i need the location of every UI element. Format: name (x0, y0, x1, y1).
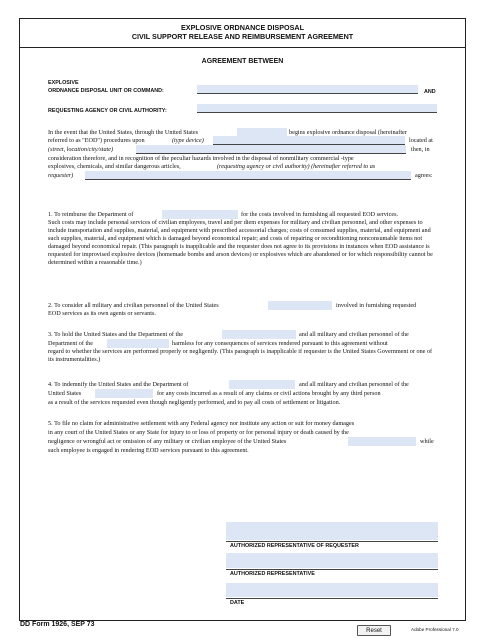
intro-line2-c: located at (409, 137, 433, 144)
p4-service-field[interactable] (95, 389, 153, 398)
p3-line1-b: and all military and civilian personnel of the (299, 331, 409, 338)
intro-line1-b: begins explosive ordnance disposal (hereinafter (289, 129, 407, 136)
p4-line2-b: for any costs incurred as a result of any claims or civil actions brought by any third person (157, 390, 381, 397)
unit-command-field[interactable] (197, 85, 418, 94)
software-version: Adobe Professional 7.0 (411, 627, 459, 632)
requester-signature-line (226, 540, 438, 542)
p3-line2-a: Department of the (48, 340, 94, 347)
p4-line2-a: United States (48, 390, 82, 397)
p2-line1-b: involved in furnishing requested (336, 302, 417, 309)
p3-line2-b: harmless for any consequences of services rendered pursuant to this agreement without (172, 340, 388, 347)
requesting-agency-label: REQUESTING AGENCY OR CIVIL AUTHORITY: (48, 108, 167, 114)
agreement-between-heading: AGREEMENT BETWEEN (201, 58, 284, 65)
p2-line1-a: 2. To consider all military and civilian personnel of the United States (48, 302, 219, 309)
unit-label-line1: EXPLOSIVE (48, 80, 79, 86)
p3-department-field-2[interactable] (107, 339, 169, 348)
intro-line2-a: referred to as "EOD") procedures upon (48, 137, 145, 144)
date-line (226, 597, 438, 599)
reset-button[interactable]: Reset (357, 625, 391, 636)
intro-line5-b: (requesting agency or civil authority) (hereinafter referred to as (217, 163, 376, 170)
p2-service-field[interactable] (268, 301, 332, 310)
p2-line2: EOD services as its own agents or servants. (48, 310, 156, 317)
intro-line3-a: (street, location/city/state) (48, 146, 114, 153)
location-field[interactable] (136, 145, 406, 154)
representative-signature-label: AUTHORIZED REPRESENTATIVE (230, 571, 315, 577)
p5-line4: such employee is engaged in rendering EOD services pursuant to this agreement. (48, 447, 249, 454)
p3-body: regard to whether the services are performed properly or negligently. (This paragraph is inapplicable if requester is the United States Government or one of its instrumentalities.) (48, 348, 433, 364)
p4-line1-b: and all military and civilian personnel of the (299, 381, 409, 388)
p1-line1-b: for the costs involved in furnishing all requested EOD services. (241, 211, 399, 218)
intro-line4: consideration therefore, and in recognition of the peculiar hazards involved in the disposal of nonmilitary commercial -type (48, 155, 354, 162)
p1-line1-a: 1. To reimburse the Department of (48, 211, 134, 218)
intro-line2-b: (type device) (172, 137, 204, 144)
p5-line3-b: while (420, 438, 434, 445)
representative-signature-field[interactable] (226, 553, 438, 568)
form-id: DD Form 1926, SEP 73 (20, 621, 95, 628)
requester-signature-label: AUTHORIZED REPRESENTATIVE OF REQUESTER (230, 543, 359, 549)
intro-line5-a: explosives, chemicals, and similar dangerous articles, (48, 163, 181, 170)
p4-line1-a: 4. To indemnify the United States and the Department of (48, 381, 189, 388)
and-label: AND (424, 89, 436, 95)
requesting-agency-field[interactable] (197, 104, 437, 113)
p1-department-field[interactable] (162, 210, 238, 219)
p4-department-field[interactable] (229, 380, 295, 389)
date-field[interactable] (226, 583, 438, 597)
representative-signature-line (226, 568, 438, 570)
unit-label-line2: ORDNANCE DISPOSAL UNIT OR COMMAND: (48, 88, 164, 94)
intro-line6-b: agrees: (415, 172, 433, 179)
form-title-line2: CIVIL SUPPORT RELEASE AND REIMBURSEMENT AGREEMENT (131, 32, 354, 41)
p5-line2: in any court of the United States or any State for injury to or loss of property or for personal injury or death caused by the (48, 429, 349, 436)
p3-line1-a: 3. To hold the United States and the Department of the (48, 331, 184, 338)
intro-line6-a: requester) (48, 172, 74, 179)
intro-line1-a: In the event that the United States, through the United States (48, 129, 199, 136)
p5-service-field[interactable] (348, 437, 416, 446)
requester-name-field[interactable] (85, 171, 411, 180)
type-device-field[interactable] (213, 136, 405, 145)
p3-department-field-1[interactable] (222, 330, 296, 339)
intro-line3-b: then, in (411, 146, 430, 153)
form-title-line1: EXPLOSIVE ORDNANCE DISPOSAL (180, 23, 304, 32)
form-header (20, 19, 465, 48)
p1-body: Such costs may include personal services of civilian employees, travel and per diem expenses for military and civilian personnel, and other expenses to include transportation and supplies, material, and equipment with prescribed accessorial charges; costs of consumed supplies, material, and equipment and such supplies, material, and equipment which is damaged beyond economical repair; and costs of repairing or reconditioning nonconsumable items not damaged beyond economical repair. (This paragraph is inapplicable and the requester does not agree to its provisions in instances when EOD assistance is requested for improvised explosive devices (homemade bombs and arson devices) or explosives which are abandoned or for which responsibility cannot be determined within a reasonable time.) (48, 219, 433, 267)
p4-line3: as a result of the services requested even though negligently performed, and to pay all costs of settlement or litigation. (48, 399, 341, 406)
date-label: DATE (230, 600, 245, 606)
p5-line3-a: negligence or wrongful act or omission of any military or civilian employee of the United States (48, 438, 287, 445)
p5-line1: 5. To file no claim for administrative settlement with any Federal agency nor institute any action or suit for money damages (48, 420, 355, 427)
requester-signature-field[interactable] (226, 522, 438, 540)
